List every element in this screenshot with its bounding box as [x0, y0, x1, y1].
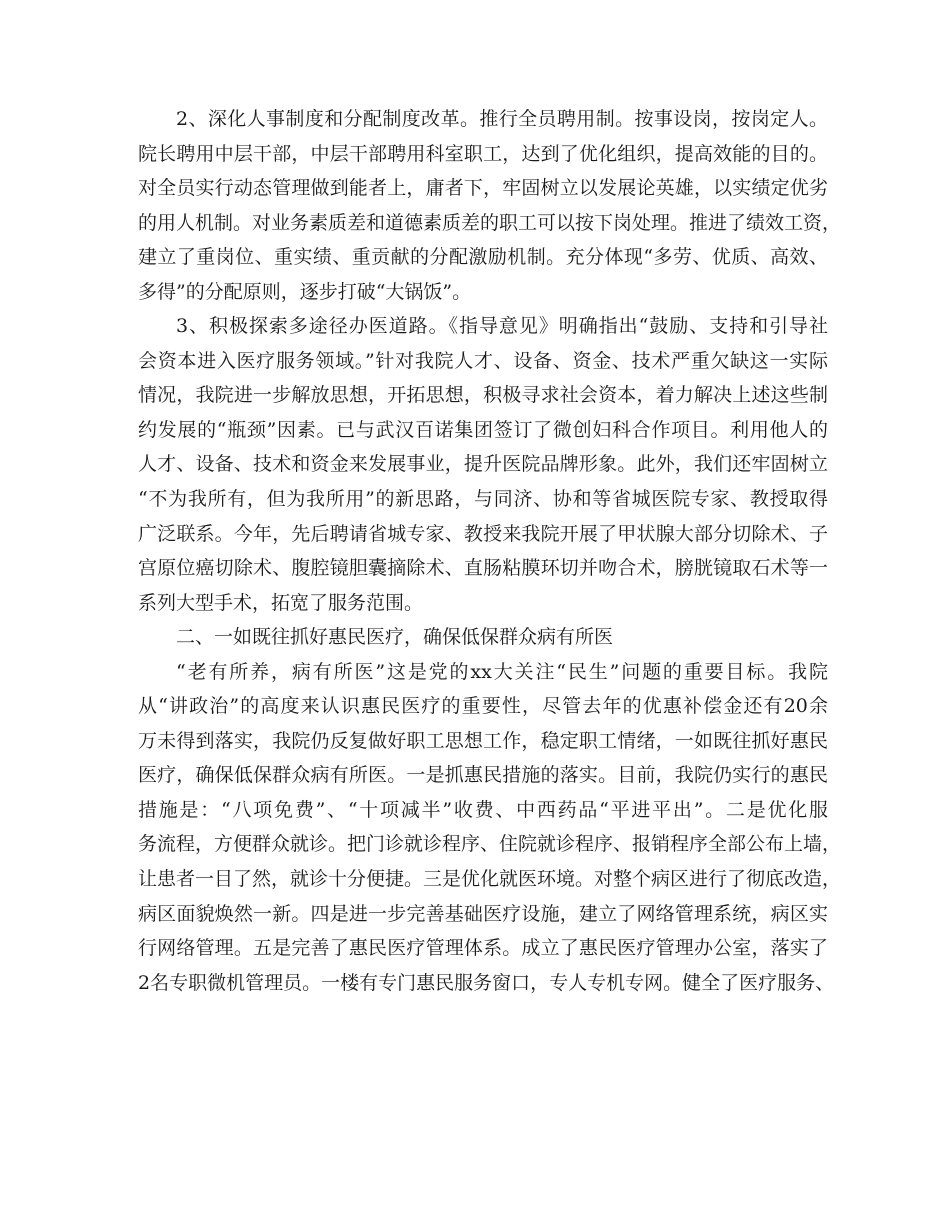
section-heading: 二、一如既往抓好惠民医疗，确保低保群众病有所医: [176, 626, 614, 649]
document-body: [138, 102, 842, 1000]
paragraph-line: 约发展的“瓶颈”因素。已与武汉百诺集团签订了微创妇科合作项目。利用他人的: [138, 418, 828, 441]
paragraph-line: “老有所养，病有所医”这是党的xx大关注“民生”问题的重要目标。我院: [176, 660, 828, 683]
paragraph-line: 院长聘用中层干部，中层干部聘用科室职工，达到了优化组织，提高效能的目的。: [138, 142, 828, 165]
paragraph-line: 人才、设备、技术和资金来发展事业，提升医院品牌形象。此外，我们还牢固树立: [138, 453, 828, 476]
paragraph-line: “不为我所有，但为我所用”的新思路，与同济、协和等省城医院专家、教授取得: [138, 488, 828, 511]
paragraph-line: 宫原位癌切除术、腹腔镜胆囊摘除术、直肠粘膜环切并吻合术，膀胱镜取石术等一: [138, 557, 828, 580]
paragraph-line: 多得”的分配原则，逐步打破“大锅饭”。: [138, 280, 472, 303]
paragraph-line: 建立了重岗位、重实绩、重贡献的分配激励机制。充分体现“多劳、优质、高效、: [138, 246, 828, 269]
paragraph-line: 病区面貌焕然一新。四是进一步完善基础医疗设施，建立了网络管理系统，病区实: [138, 902, 828, 925]
paragraph-line: 对全员实行动态管理做到能者上，庸者下，牢固树立以发展论英雄，以实绩定优劣: [138, 177, 828, 200]
paragraph-line: 广泛联系。今年，先后聘请省城专家、教授来我院开展了甲状腺大部分切除术、子: [138, 522, 828, 545]
paragraph-line: 务流程，方便群众就诊。把门诊就诊程序、住院就诊程序、报销程序全部公布上墙，: [138, 833, 842, 856]
paragraph-line: 措施是：“八项免费”、“十项减半”收费、中西药品“平进平出”。二是优化服: [138, 798, 828, 821]
paragraph-line: 2名专职微机管理员。一楼有专门惠民服务窗口，专人专机专网。健全了医疗服务、: [138, 971, 835, 994]
paragraph-line: 行网络管理。五是完善了惠民医疗管理体系。成立了惠民医疗管理办公室，落实了: [138, 937, 828, 960]
paragraph-line: 3、积极探索多途径办医道路。《指导意见》明确指出“鼓励、支持和引导社: [176, 315, 828, 338]
paragraph-line: 的用人机制。对业务素质差和道德素质差的职工可以按下岗处理。推进了绩效工资，: [138, 211, 842, 234]
paragraph-line: 情况，我院进一步解放思想，开拓思想，积极寻求社会资本，着力解决上述这些制: [138, 384, 828, 407]
paragraph-line: 系列大型手术，拓宽了服务范围。: [138, 591, 424, 614]
paragraph-line: 让患者一目了然，就诊十分便捷。三是优化就医环境。对整个病区进行了彻底改造，: [138, 868, 842, 891]
paragraph-line: 2、深化人事制度和分配制度改革。推行全员聘用制。按事设岗，按岗定人。: [176, 108, 828, 130]
paragraph-line: 从“讲政治”的高度来认识惠民医疗的重要性，尽管去年的优惠补偿金还有20余: [138, 695, 828, 718]
paragraph-line: 医疗，确保低保群众病有所医。一是抓惠民措施的落实。目前，我院仍实行的惠民: [138, 764, 828, 787]
paragraph-line: 万未得到落实，我院仍反复做好职工思想工作，稳定职工情绪，一如既往抓好惠民: [138, 729, 828, 752]
paragraph-line: 会资本进入医疗服务领域。”针对我院人才、设备、资金、技术严重欠缺这一实际: [138, 349, 828, 372]
